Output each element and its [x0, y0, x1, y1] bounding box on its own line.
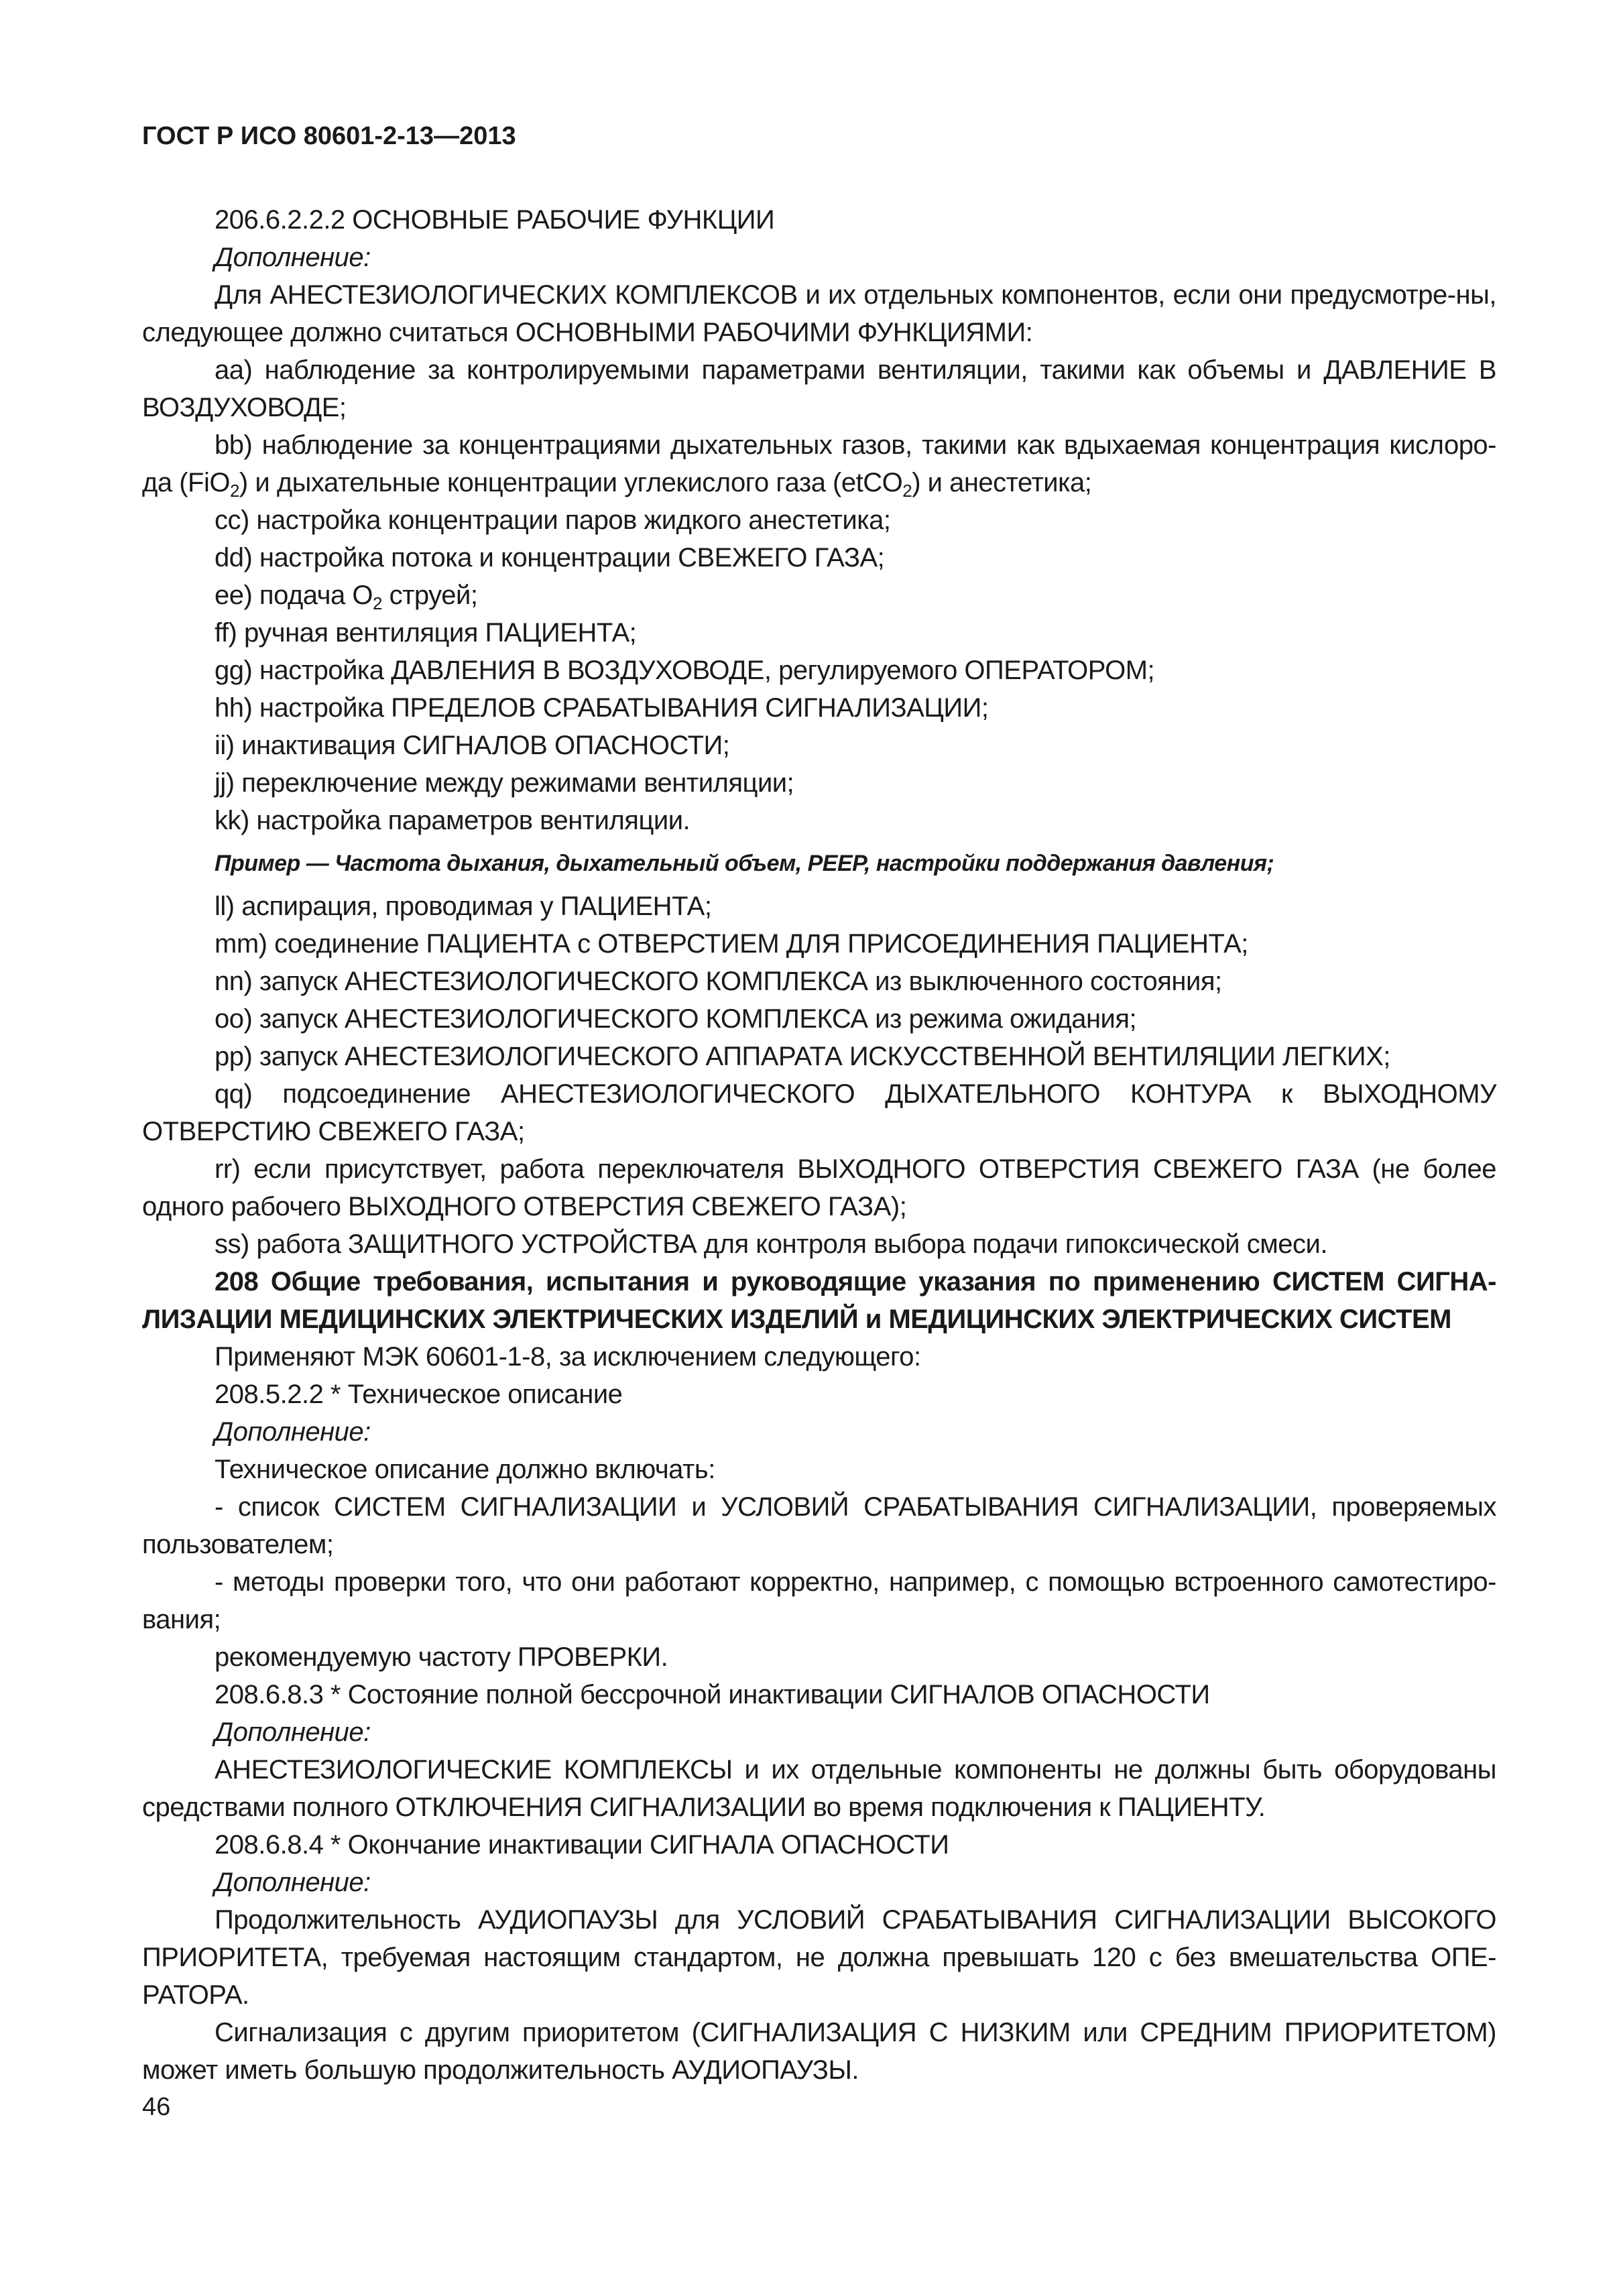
addition-label: Дополнение: [215, 1417, 371, 1447]
paragraph: АНЕСТЕЗИОЛОГИЧЕСКИЕ КОМПЛЕКСЫ и их отдельные компоненты не должны быть оборудованы средствами полного ОТКЛЮЧЕНИЯ СИГНАЛИЗАЦИИ во время подключения к ПАЦИЕНТУ. [142, 1755, 1496, 1822]
subscript: 2 [902, 481, 912, 501]
paragraph: Для АНЕСТЕЗИОЛОГИЧЕСКИХ КОМПЛЕКСОВ и их отдельных компонентов, если они предусмотре-ны, следующее должно считаться ОСНОВНЫМИ РАБОЧИМИ ФУНКЦИЯМИ: [142, 280, 1496, 347]
list-item-kk: kk) настройка параметров вентиляции. [215, 806, 690, 835]
text-run: ) и дыхательные концентрации углекислого газа (etCO [239, 468, 903, 497]
document-header: ГОСТ Р ИСО 80601-2-13—2013 [142, 122, 516, 150]
text-run: bb) наблюдение за концентрациями дыхательных газов, такими как вдыхаемая концентрация кислоро-да (FiO [142, 430, 1496, 497]
addition-label: Дополнение: [215, 1868, 371, 1897]
list-item-ii: ii) инактивация СИГНАЛОВ ОПАСНОСТИ; [215, 731, 730, 760]
text-run: ) и анестетика; [912, 468, 1092, 497]
list-item-nn: nn) запуск АНЕСТЕЗИОЛОГИЧЕСКОГО КОМПЛЕКСА из выключенного состояния; [215, 967, 1222, 996]
list-item-jj: jj) переключение между режимами вентиляции; [215, 768, 794, 798]
list-item-cc: cc) настройка концентрации паров жидкого анестетика; [215, 505, 891, 535]
text-run: струей; [381, 581, 478, 610]
list-item-dd: dd) настройка потока и концентрации СВЕЖЕГО ГАЗА; [215, 543, 885, 572]
list-item-gg: gg) настройка ДАВЛЕНИЯ В ВОЗДУХОВОДЕ, регулируемого ОПЕРАТОРОМ; [215, 656, 1155, 685]
list-item-bb [142, 426, 1496, 501]
example-note: Пример — Частота дыхания, дыхательный объем, PEEP, настройки поддержания давления; [215, 851, 1274, 876]
paragraph: Применяют МЭК 60601-1-8, за исключением следующего: [215, 1342, 921, 1372]
list-item: рекомендуемую частоту ПРОВЕРКИ. [215, 1642, 668, 1672]
section-208522-title: 208.5.2.2 * Техническое описание [215, 1380, 623, 1409]
list-item-qq: qq) подсоединение АНЕСТЕЗИОЛОГИЧЕСКОГО ДЫХАТЕЛЬНОГО КОНТУРА к ВЫХОДНОМУ ОТВЕРСТИЮ СВЕЖЕГО ГАЗА; [142, 1079, 1496, 1146]
list-item: - методы проверки того, что они работают корректно, например, с помощью встроенного самотестиро-вания; [142, 1567, 1496, 1634]
list-item-aa: aa) наблюдение за контролируемыми параметрами вентиляции, такими как объемы и ДАВЛЕНИЕ В ВОЗДУХОВОДЕ; [142, 355, 1496, 422]
section-206-title: 206.6.2.2.2 ОСНОВНЫЕ РАБОЧИЕ ФУНКЦИИ [215, 205, 775, 235]
list-item-oo: oo) запуск АНЕСТЕЗИОЛОГИЧЕСКОГО КОМПЛЕКСА из режима ожидания; [215, 1004, 1137, 1034]
subscript: 2 [372, 593, 382, 613]
list-item: - список СИСТЕМ СИГНАЛИЗАЦИИ и УСЛОВИЙ СРАБАТЫВАНИЯ СИГНАЛИЗАЦИИ, проверяемых пользователем; [142, 1492, 1496, 1559]
paragraph: Сигнализация с другим приоритетом (СИГНАЛИЗАЦИЯ С НИЗКИМ или СРЕДНИМ ПРИОРИТЕТОМ) может иметь большую продолжительность АУДИОПАУЗЫ. [142, 2018, 1496, 2085]
addition-label: Дополнение: [215, 1717, 371, 1747]
list-item-ee [142, 577, 1496, 614]
list-item-mm: mm) соединение ПАЦИЕНТА с ОТВЕРСТИЕМ ДЛЯ ПРИСОЕДИНЕНИЯ ПАЦИЕНТА; [215, 929, 1248, 959]
list-item-rr: rr) если присутствует, работа переключателя ВЫХОДНОГО ОТВЕРСТИЯ СВЕЖЕГО ГАЗА (не более одного рабочего ВЫХОДНОГО ОТВЕРСТИЯ СВЕЖЕГО ГАЗА); [142, 1154, 1496, 1221]
page-number: 46 [142, 2093, 171, 2121]
paragraph: Продолжительность АУДИОПАУЗЫ для УСЛОВИЙ СРАБАТЫВАНИЯ СИГНАЛИЗАЦИИ ВЫСОКОГО ПРИОРИТЕТА, требуемая настоящим стандартом, не должна превышать 120 с без вмешательства ОПЕ-РАТОРА. [142, 1905, 1496, 2010]
list-item-pp: pp) запуск АНЕСТЕЗИОЛОГИЧЕСКОГО АППАРАТА ИСКУССТВЕННОЙ ВЕНТИЛЯЦИИ ЛЕГКИХ; [215, 1042, 1390, 1071]
addition-label: Дополнение: [215, 243, 371, 272]
list-item-ff: ff) ручная вентиляция ПАЦИЕНТА; [215, 618, 637, 648]
subscript: 2 [229, 481, 239, 501]
section-20868-4-title: 208.6.8.4 * Окончание инактивации СИГНАЛА ОПАСНОСТИ [215, 1830, 949, 1860]
section-20868-3-title: 208.6.8.3 * Состояние полной бессрочной инактивации СИГНАЛОВ ОПАСНОСТИ [215, 1680, 1210, 1709]
list-item-hh: hh) настройка ПРЕДЕЛОВ СРАБАТЫВАНИЯ СИГНАЛИЗАЦИИ; [215, 693, 989, 723]
section-208-title: 208 Общие требования, испытания и руководящие указания по применению СИСТЕМ СИГНА-ЛИЗАЦИИ МЕДИЦИНСКИХ ЭЛЕКТРИЧЕСКИХ ИЗДЕЛИЙ и МЕДИЦИНСКИХ ЭЛЕКТРИЧЕСКИХ СИСТЕМ [142, 1267, 1496, 1334]
text-run: ee) подача O [215, 581, 373, 610]
list-item-ll: ll) аспирация, проводимая у ПАЦИЕНТА; [215, 892, 712, 921]
document-body [142, 201, 1496, 2089]
list-item-ss: ss) работа ЗАЩИТНОГО УСТРОЙСТВА для контроля выбора подачи гипоксической смеси. [215, 1229, 1327, 1259]
paragraph: Техническое описание должно включать: [215, 1455, 715, 1484]
